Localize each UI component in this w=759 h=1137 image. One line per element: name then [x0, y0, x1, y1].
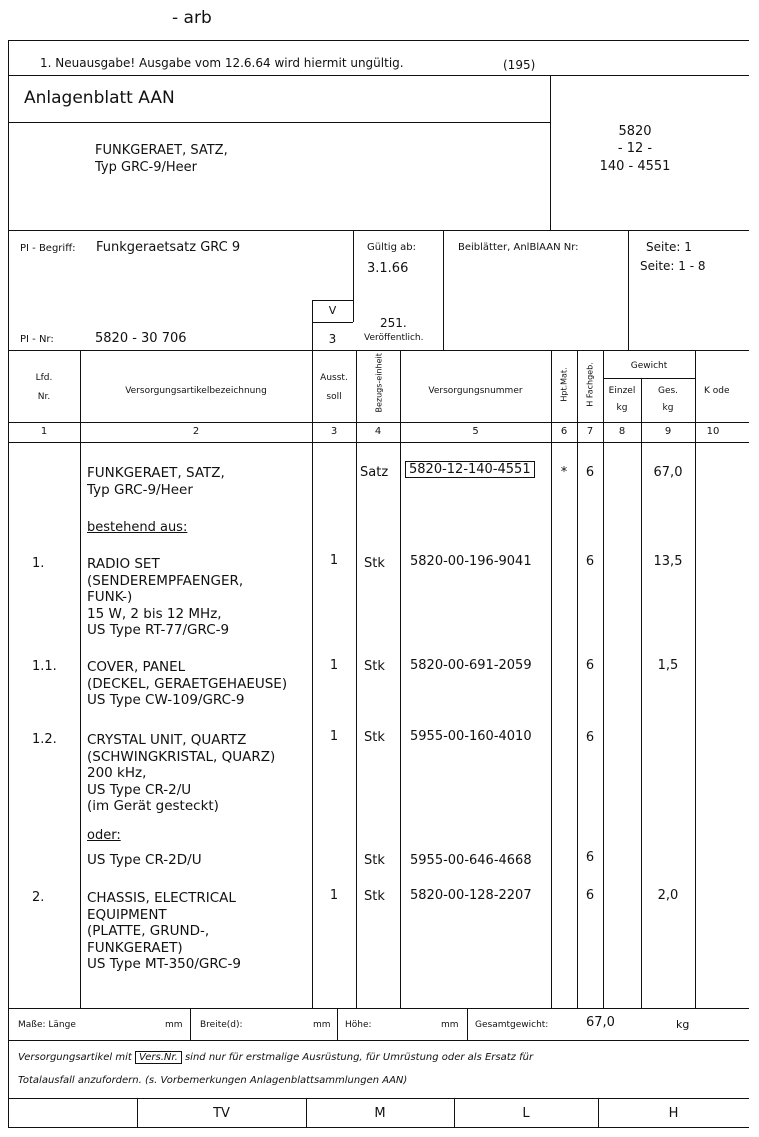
header-bezeichnung: Versorgungsartikelbezeichnung: [125, 386, 267, 396]
header-ges-2: kg: [662, 403, 674, 413]
col-line: [356, 350, 357, 1008]
header-einzel-1: Einzel: [608, 386, 636, 396]
col-number: 7: [586, 426, 594, 437]
header-bezugs: Bezugs-einheit: [374, 353, 384, 413]
frame-top-line: [8, 40, 749, 41]
sheet-title: Anlagenblatt AAN: [24, 88, 175, 108]
row-description: RADIO SET (SENDEREMPFAENGER, FUNK-) 15 W, 2 bis 12 MHz, US Type RT-77/GRC-9: [87, 556, 244, 638]
divider: [8, 442, 749, 443]
gesamtgewicht-value: 67,0: [586, 1015, 615, 1030]
divider: [603, 378, 695, 379]
row-description: COVER, PANEL (DECKEL, GERAETGEHAEUSE) US Type CW-109/GRC-9: [87, 659, 288, 708]
bestehend-aus: bestehend aus:: [87, 520, 188, 535]
col-line: [400, 350, 401, 1008]
divider: [190, 1008, 191, 1040]
header-versorgungsnummer: Versorgungsnummer: [428, 386, 523, 396]
v-label: V: [328, 304, 337, 317]
divider: [312, 322, 353, 323]
divider: [443, 230, 444, 350]
col-number: 5: [472, 426, 479, 437]
row-unit: Stk: [364, 889, 385, 904]
gueltig-label: Gültig ab:: [367, 242, 416, 253]
row-description: FUNKGERAET, SATZ, Typ GRC-9/Heer: [87, 465, 225, 498]
header-kode: K ode: [704, 386, 730, 396]
col-number: 8: [618, 426, 626, 437]
pi-nr-label: PI - Nr:: [20, 334, 54, 345]
col-line: [551, 350, 552, 1008]
gueltig-value: 3.1.66: [367, 261, 409, 276]
divider: [337, 1008, 338, 1040]
row-unit: Stk: [364, 556, 385, 571]
divider: [8, 1098, 749, 1099]
header-gewicht: Gewicht: [630, 361, 668, 371]
col-number: 3: [330, 426, 338, 437]
row-fachgeb: 6: [585, 888, 595, 903]
oder-label: oder:: [87, 828, 121, 843]
row-fachgeb: 6: [585, 850, 595, 865]
breite-label: Breite(d):: [200, 1020, 243, 1030]
item-title-line2: Typ GRC-9/Heer: [95, 160, 197, 175]
pi-begriff-value: Funkgeraetsatz GRC 9: [96, 240, 241, 255]
footnote-box: Vers.Nr.: [135, 1051, 182, 1064]
row-fachgeb: 6: [585, 465, 595, 480]
top-fragment: - arb: [172, 8, 212, 28]
divider: [8, 1040, 749, 1041]
col-number: 6: [560, 426, 568, 437]
gesamtgewicht-label: Gesamtgewicht:: [475, 1020, 549, 1030]
notice-text: 1. Neuausgabe! Ausgabe vom 12.6.64 wird hiermit ungültig.: [40, 56, 404, 70]
divider: [8, 230, 749, 231]
col-line: [80, 350, 81, 1008]
header-einzel-2: kg: [616, 403, 628, 413]
col-number: 2: [192, 426, 200, 437]
row-nsn: 5820-12-140-4551: [405, 461, 535, 478]
row-description: CHASSIS, ELECTRICAL EQUIPMENT (PLATTE, GRUND-, FUNKGERAET) US Type MT-350/GRC-9: [87, 890, 241, 972]
divider: [8, 422, 749, 423]
row-nsn: 5955-00-646-4668: [410, 853, 532, 868]
nsn-line3: 140 - 4551: [599, 159, 671, 174]
seite-label1: Seite: 1: [646, 240, 692, 254]
row-unit: Satz: [360, 465, 389, 480]
header-hpt-mat: Hpt.Mat.: [559, 367, 569, 402]
row-unit: Stk: [364, 730, 385, 745]
mm-unit: mm: [313, 1020, 331, 1030]
header-ausst-2: soll: [326, 392, 342, 402]
kg-label: kg: [676, 1018, 690, 1031]
row-lfd: 1.2.: [32, 732, 57, 747]
col-line: [603, 350, 604, 1008]
row-unit: Stk: [364, 659, 385, 674]
row-fachgeb: 6: [585, 658, 595, 673]
bottom-cell-m: M: [374, 1106, 386, 1121]
notice-code: (195): [503, 58, 536, 72]
divider: [8, 75, 749, 76]
v-value: 3: [328, 332, 337, 346]
divider: [8, 350, 749, 351]
col-number: 9: [664, 426, 672, 437]
divider: [628, 230, 629, 350]
row-fachgeb: 6: [585, 554, 595, 569]
row-description: US Type CR-2D/U: [87, 852, 202, 868]
veroeff-label: Veröffentlich.: [364, 333, 424, 343]
bottom-cell-h: H: [668, 1106, 679, 1121]
row-ausst: 1: [329, 729, 339, 744]
frame-left-line: [8, 40, 9, 1128]
nsn-line2: - 12 -: [617, 141, 653, 156]
bottom-cell-l: L: [522, 1106, 530, 1121]
item-title-line1: FUNKGERAET, SATZ,: [95, 143, 228, 158]
col-line: [312, 350, 313, 1008]
bottom-cell-tv: TV: [213, 1106, 230, 1121]
beiblaetter-label: Beiblätter, AnlBlAAN Nr:: [458, 242, 579, 253]
divider: [312, 300, 353, 301]
row-nsn: 5955-00-160-4010: [410, 729, 532, 744]
footnote-pre: Versorgungsartikel mit: [18, 1052, 132, 1063]
col-line: [695, 350, 696, 1008]
row-weight-total: 1,5: [657, 658, 679, 673]
row-hpt-mat: *: [560, 465, 568, 480]
row-nsn: 5820-00-196-9041: [410, 554, 532, 569]
row-ausst: 1: [329, 888, 339, 903]
col-number: 10: [706, 426, 720, 437]
row-nsn: 5820-00-128-2207: [410, 888, 532, 903]
row-lfd: 2.: [32, 890, 45, 905]
row-fachgeb: 6: [585, 730, 595, 745]
footnote-line2: Totalausfall anzufordern. (s. Vorbemerkungen Anlagenblattsammlungen AAN): [18, 1075, 408, 1086]
row-nsn: 5820-00-691-2059: [410, 658, 532, 673]
divider: [550, 75, 551, 230]
footnote-post: sind nur für erstmalige Ausrüstung, für Umrüstung oder als Ersatz für: [184, 1052, 534, 1063]
col-number: 1: [40, 426, 48, 437]
seite-label2: Seite: 1 - 8: [640, 259, 706, 273]
hoehe-label: Höhe:: [345, 1020, 372, 1030]
footnote-line1: [18, 1052, 533, 1063]
header-ges-1: Ges.: [657, 386, 679, 396]
row-description: CRYSTAL UNIT, QUARTZ (SCHWINGKRISTAL, QUARZ) 200 kHz, US Type CR-2/U (im Gerät gesteckt): [87, 732, 276, 814]
header-lfd-1: Lfd.: [35, 373, 53, 383]
pi-begriff-label: PI - Begriff:: [20, 243, 76, 254]
nsn-line1: 5820: [618, 124, 652, 139]
mm-unit: mm: [441, 1020, 459, 1030]
masse-label: Maße: Länge: [18, 1020, 76, 1030]
col-line: [577, 350, 578, 1008]
row-lfd: 1.: [32, 556, 45, 571]
row-lfd: 1.1.: [32, 659, 57, 674]
row-weight-total: 67,0: [653, 465, 683, 480]
mm-unit: mm: [165, 1020, 183, 1030]
row-weight-total: 13,5: [653, 554, 683, 569]
row-ausst: 1: [329, 553, 339, 568]
header-lfd-2: Nr.: [37, 392, 51, 402]
veroeff-value: 251.: [380, 316, 407, 330]
frame-bottom-line: [8, 1127, 749, 1128]
row-unit: Stk: [364, 853, 385, 868]
divider: [8, 1008, 749, 1009]
divider: [467, 1008, 468, 1040]
divider: [353, 230, 354, 322]
pi-nr-value: 5820 - 30 706: [95, 331, 187, 346]
header-fachgeb: H Fachgeb.: [585, 362, 595, 407]
row-ausst: 1: [329, 658, 339, 673]
header-ausst-1: Ausst.: [320, 373, 348, 383]
divider: [8, 122, 551, 123]
row-weight-total: 2,0: [657, 888, 679, 903]
col-number: 4: [374, 426, 382, 437]
